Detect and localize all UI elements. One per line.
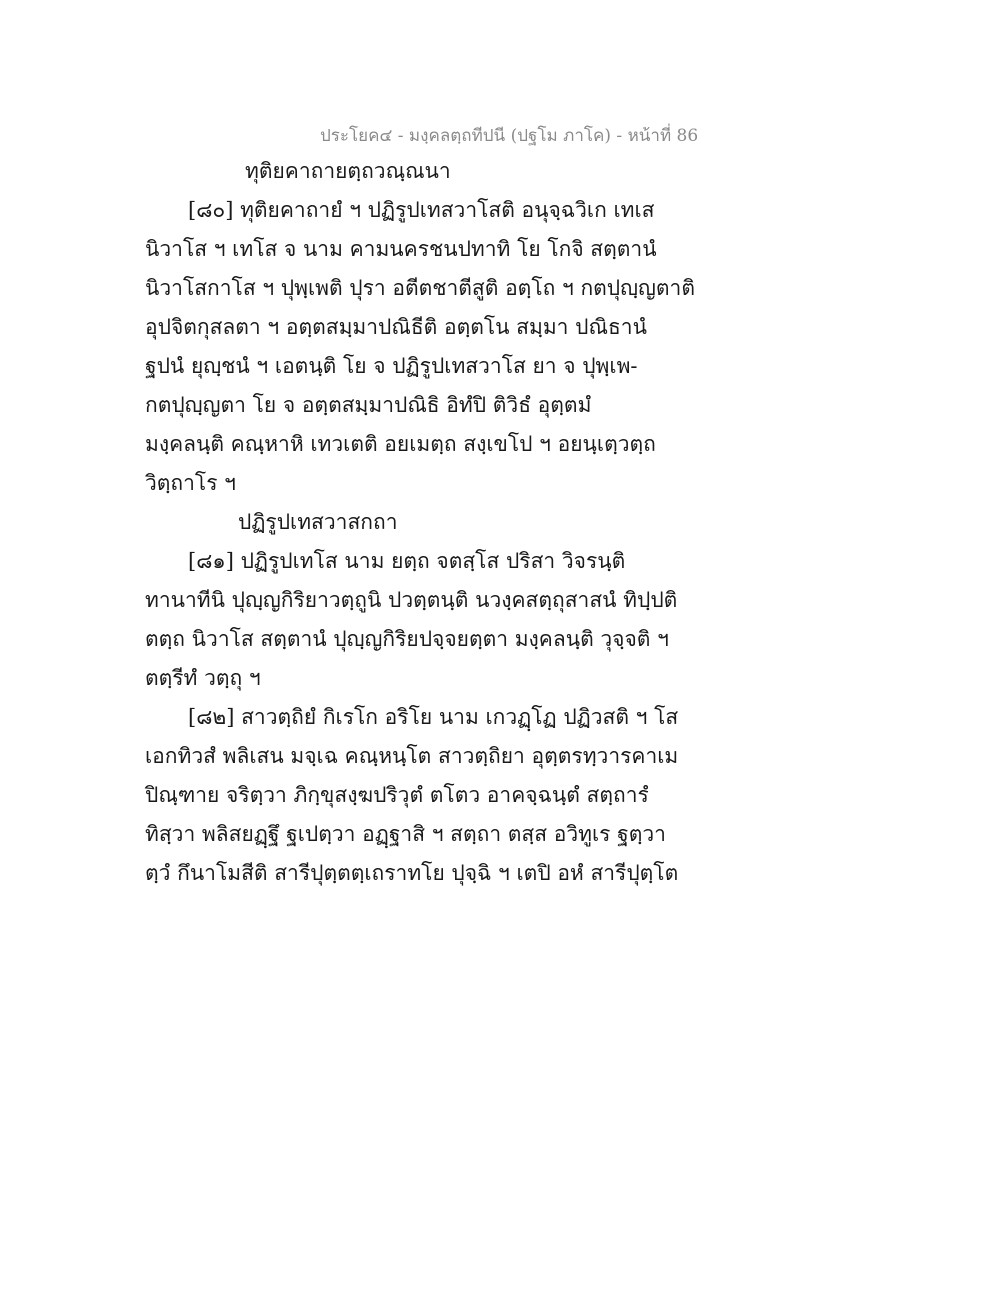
text-line: นิวาโสกาโส ฯ ปุพฺเพติ ปุรา อตีตชาตีสูติ อตฺโถ ฯ กตปุญฺญตาติ <box>145 276 695 300</box>
text-line: มงฺคลนฺติ คณฺหาหิ เทวเตติ อยเมตฺถ สงฺเขโป ฯ อยนฺเตฺวตฺถ <box>145 432 656 456</box>
text-line: ตตฺถ นิวาโส สตฺตานํ ปุญฺญกิริยปจฺจยตฺตา มงฺคลนฺติ วุจฺจติ ฯ <box>145 627 669 651</box>
text-line: ทานาทีนิ ปุญฺญกิริยาวตฺถูนิ ปวตฺตนฺติ นวงฺคสตฺถุสาสนํ ทิปฺปติ <box>145 588 678 612</box>
text-line: [๘๐] ทุติยคาถายํ ฯ ปฏิรูปเทสวาโสติ อนุจฺฉวิเก เทเส <box>188 198 655 222</box>
section-heading-2: ปฏิรูปเทสวาสกถา <box>238 510 398 534</box>
text-line: [๘๒] สาวตฺถิยํ กิเรโก อริโย นาม เกวฏฺโฏ ปฏิวสติ ฯ โส <box>188 705 679 729</box>
text-line: [๘๑] ปฏิรูปเทโส นาม ยตฺถ จตสฺโส ปริสา วิจรนฺติ <box>188 549 626 573</box>
text-line: วิตฺถาโร ฯ <box>145 471 236 495</box>
page-header: ประโยค๔ - มงฺคลตฺถทีปนี (ปฐโม ภาโค) - หน้าที่ 86 <box>320 126 699 146</box>
text-line: ตตฺรีทํ วตฺถุ ฯ <box>145 666 261 690</box>
text-line: ฐปนํ ยุญฺชนํ ฯ เอตนฺติ โย จ ปฏิรูปเทสวาโส ยา จ ปุพฺเพ- <box>145 354 638 378</box>
section-heading-1: ทุติยคาถายตฺถวณฺณนา <box>245 159 451 183</box>
text-line: ทิสฺวา พลิสยฏฺฐึ ฐเปตฺวา อฏฺฐาสิ ฯ สตฺถา ตสฺส อวิทูเร ฐตฺวา <box>145 822 666 846</box>
text-line: อุปจิตกุสลตา ฯ อตฺตสมฺมาปณิธีติ อตฺตโน สมฺมา ปณิธานํ <box>145 315 647 339</box>
text-line: ตฺวํ กึนาโมสีติ สารีปุตฺตตฺเถราทโย ปุจฺฉิ ฯ เตปิ อหํ สารีปุตฺโต <box>145 861 679 885</box>
text-line: ปิณฺฑาย จริตฺวา ภิกฺขุสงฺฆปริวุตํ ตโตว อาคจฺฉนฺตํ สตฺถารํ <box>145 783 649 807</box>
body-text <box>145 152 705 893</box>
text-line: กตปุญฺญตา โย จ อตฺตสมฺมาปณิธิ อิทํปิ ติวิธํ อุตฺตมํ <box>145 393 592 417</box>
text-line: เอกทิวสํ พลิเสน มจฺเฉ คณฺหนฺโต สาวตฺถิยา อุตฺตรทฺวารคาเม <box>145 744 679 768</box>
text-line: นิวาโส ฯ เทโส จ นาม คามนครชนปทาทิ โย โกจิ สตฺตานํ <box>145 237 657 261</box>
